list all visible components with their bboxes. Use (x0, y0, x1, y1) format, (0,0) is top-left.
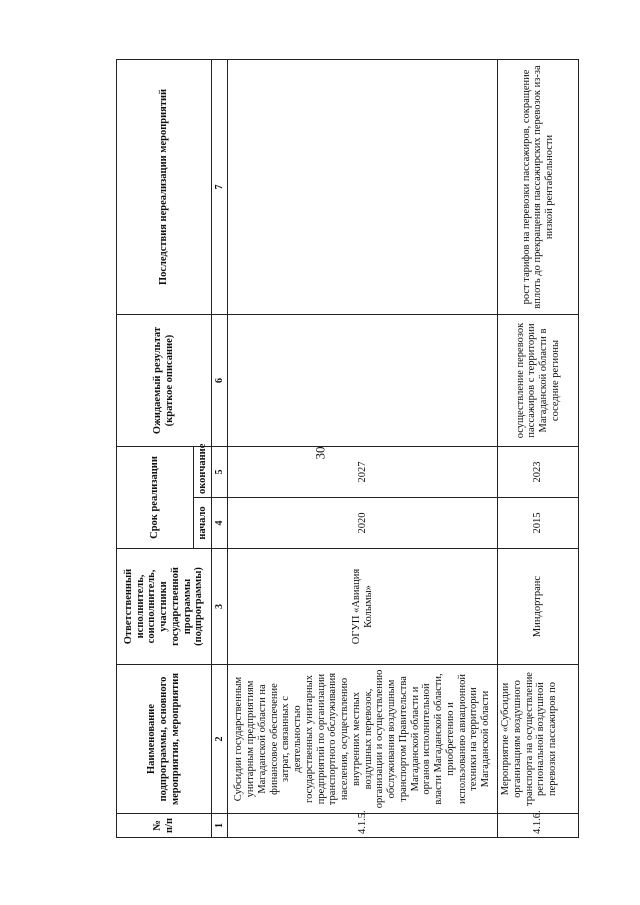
header-executor: Ответственный исполнитель, соисполнитель, участники государственной программы (подпрограммы) (117, 549, 212, 665)
row-number: 4.1.6. (498, 814, 579, 838)
row-name: Субсидии государственным унитарным предприятиям Магаданской области на финансовое обеспечение затрат, связанных с деятельностью государственных унитарных предприятий по организации транспортного обслуживания населения, осуществлению внутренних местных воздушных перевозок, организации и осуществлению обслуживания воздушным транспортом Правительства Магаданской области и органов исполнительной власти Магаданской области, приобретению и использованию авиационной техники на территории Магаданской области (228, 665, 498, 814)
column-number: 7 (212, 60, 228, 315)
row-executor: ОГУП «Авиация Колымы» (228, 549, 498, 665)
row-start: 2020 (228, 498, 498, 549)
column-number: 4 (212, 498, 228, 549)
program-table-sheet (116, 60, 575, 838)
row-name: Мероприятие «Субсидии организациям воздушного транспорта на осуществление региональной воздушной перевозки пассажиров по (498, 665, 579, 814)
header-no: № п/п (117, 814, 212, 838)
table-row (498, 60, 579, 838)
table-row (228, 60, 498, 838)
row-start: 2015 (498, 498, 579, 549)
column-number: 6 (212, 315, 228, 447)
row-end: 2023 (498, 447, 579, 498)
header-row (117, 60, 194, 838)
row-consequences (228, 60, 498, 315)
program-activities-table (116, 59, 579, 838)
header-name: Наименование подпрограммы, основного мероприятия, мероприятия (117, 665, 212, 814)
row-result (228, 315, 498, 447)
header-end: окончание (194, 447, 212, 498)
page-number-text: 30 (312, 446, 327, 460)
column-number: 2 (212, 665, 228, 814)
column-number: 3 (212, 549, 228, 665)
row-executor: Миндортранс (498, 549, 579, 665)
row-consequences: рост тарифов на перевозки пассажиров, сокращение вплоть до прекращения пассажирских перевозок из-за низкой рентабельности (498, 60, 579, 315)
header-result: Ожидаемый результат (краткое описание) (117, 315, 212, 447)
header-consequences: Последствия нереализации мероприятий (117, 60, 212, 315)
column-number-row (212, 60, 228, 838)
column-number: 1 (212, 814, 228, 838)
column-number: 5 (212, 447, 228, 498)
row-number: 4.1.5. (228, 814, 498, 838)
header-start: начало (194, 498, 212, 549)
row-end: 2027 (228, 447, 498, 498)
row-result: осуществление перевозок пассажиров с территории Магаданской области в соседние регионы (498, 315, 579, 447)
header-period: Срок реализации (117, 447, 194, 549)
